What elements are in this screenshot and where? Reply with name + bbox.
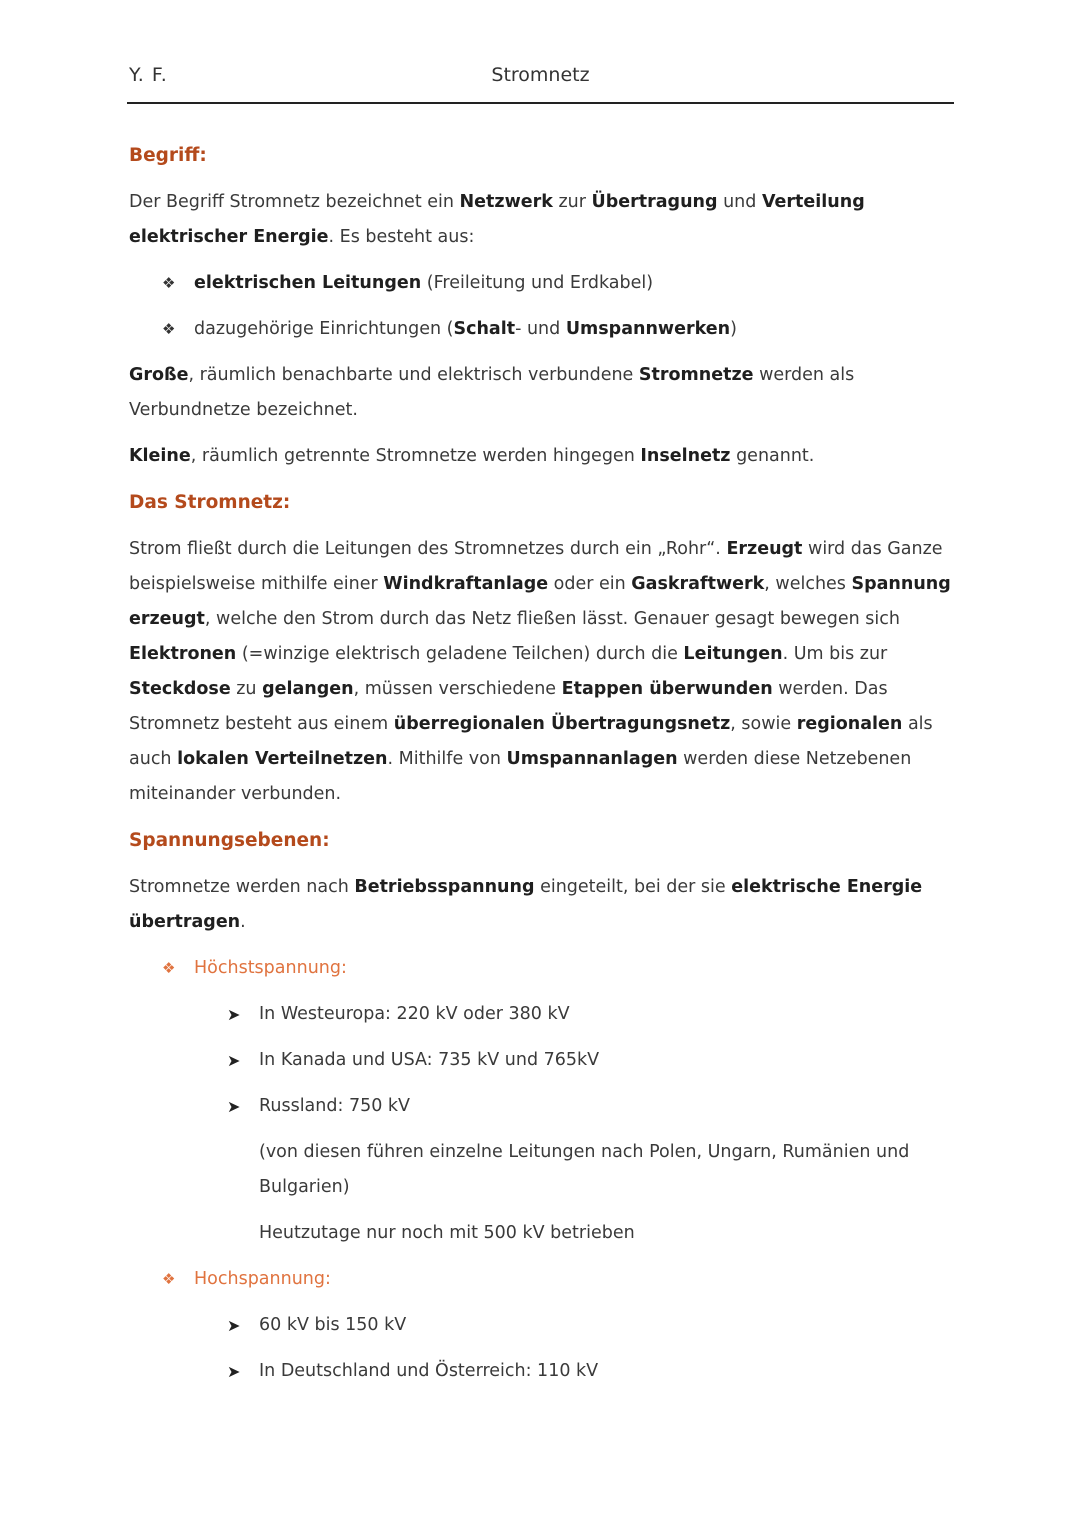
list-item: [129, 1308, 959, 1343]
paragraph-stromnetz: [129, 532, 959, 812]
hoechstspannung-values: [129, 997, 959, 1124]
text: . Mithilfe von: [387, 749, 507, 769]
components-list: [129, 266, 959, 347]
bold-text: Gaskraftwerk: [631, 574, 765, 594]
document-body: [129, 138, 959, 1400]
text: , welches: [764, 574, 852, 594]
arrow-bullet-icon: ➤: [227, 1362, 241, 1381]
bold-text: Steckdose: [129, 679, 231, 699]
text: . Es besteht aus:: [328, 227, 475, 247]
hochspannung-values: [129, 1308, 959, 1389]
bold-text: Umspannwerken: [565, 319, 731, 339]
bold-text: regionalen: [796, 714, 903, 734]
text: werden diese Netzebenen miteinander verbunden.: [129, 749, 912, 804]
bold-text: Große: [129, 365, 189, 385]
text: werden. Das Stromnetz besteht aus einem: [129, 679, 888, 734]
text: Der Begriff Stromnetz bezeichnet ein: [129, 192, 460, 212]
text: oder ein: [548, 574, 632, 594]
arrow-bullet-icon: ➤: [227, 1097, 241, 1116]
list-item: [129, 312, 959, 347]
arrow-bullet-icon: ➤: [227, 1051, 241, 1070]
page-header: [127, 60, 954, 104]
diamond-bullet-icon: ❖: [162, 274, 176, 292]
paragraph-begriff: [129, 185, 959, 255]
arrow-bullet-icon: ➤: [227, 1316, 241, 1335]
bold-text: elektrischen Leitungen: [194, 273, 422, 293]
text: 60 kV bis 150 kV: [259, 1315, 407, 1335]
subheading-hochspannung: Hochspannung:: [194, 1269, 331, 1289]
text: Russland: 750 kV: [259, 1096, 411, 1116]
bold-text: Etappen überwunden: [561, 679, 773, 699]
bold-text: elektrische Energie übertragen: [129, 877, 923, 932]
text: , räumlich benachbarte und elektrisch verbundene: [188, 365, 639, 385]
bold-text: Schalt: [453, 319, 516, 339]
text: , welche den Strom durch das Netz fließen lässt. Genauer gesagt bewegen sich: [204, 609, 900, 629]
text: ): [730, 319, 737, 339]
text: als auch: [129, 714, 933, 769]
diamond-bullet-icon: ❖: [162, 320, 176, 338]
bold-text: Windkraftanlage: [383, 574, 549, 594]
bold-text: gelangen: [262, 679, 354, 699]
diamond-bullet-icon: ❖: [162, 959, 176, 977]
paragraph-verbundnetze: [129, 358, 959, 428]
note-heutzutage: Heutzutage nur noch mit 500 kV betrieben: [259, 1223, 635, 1243]
list-item-hoechstspannung: [129, 951, 959, 986]
text: wird das Ganze beispielsweise mithilfe einer: [129, 539, 943, 594]
text: In Kanada und USA: 735 kV und 765kV: [259, 1050, 600, 1070]
header-author: Y. F.: [129, 64, 168, 86]
bold-text: Umspannanlagen: [506, 749, 678, 769]
list-item: [129, 266, 959, 301]
text: (=winzige elektrisch geladene Teilchen) durch die: [236, 644, 684, 664]
text: und: [717, 192, 762, 212]
bold-text: Übertragung: [591, 192, 718, 212]
bold-text: Stromnetze: [638, 365, 754, 385]
diamond-bullet-icon: ❖: [162, 1270, 176, 1288]
text: , müssen verschiedene: [353, 679, 562, 699]
list-item: [129, 1043, 959, 1078]
heading-begriff: Begriff:: [129, 145, 207, 166]
text: dazugehörige Einrichtungen (: [194, 319, 454, 339]
bold-text: Betriebsspannung: [354, 877, 535, 897]
text: . Um bis zur: [782, 644, 888, 664]
list-item: [129, 1354, 959, 1389]
bold-text: Spannung erzeugt: [129, 574, 951, 629]
bold-text: überregionalen Übertragungsnetz: [393, 714, 731, 734]
note-russland: (von diesen führen einzelne Leitungen nach Polen, Ungarn, Rumänien und Bulgarien): [259, 1142, 910, 1197]
text: , sowie: [730, 714, 797, 734]
text: zu: [230, 679, 263, 699]
hochspannung-list: [129, 1262, 959, 1297]
text: .: [240, 912, 246, 932]
list-item: [129, 997, 959, 1032]
text: genannt.: [730, 446, 815, 466]
text: In Westeuropa: 220 kV oder 380 kV: [259, 1004, 570, 1024]
list-item: [129, 1089, 959, 1124]
heading-das-stromnetz: Das Stromnetz:: [129, 492, 291, 513]
bold-text: lokalen Verteilnetzen: [177, 749, 388, 769]
text: - und: [515, 319, 566, 339]
bold-text: Erzeugt: [726, 539, 803, 559]
paragraph-inselnetz: [129, 439, 959, 474]
text: zur: [552, 192, 592, 212]
bold-text: Leitungen: [683, 644, 783, 664]
text: Stromnetze werden nach: [129, 877, 355, 897]
text: Strom fließt durch die Leitungen des Stromnetzes durch ein „Rohr“.: [129, 539, 727, 559]
text: werden als Verbundnetze bezeichnet.: [129, 365, 855, 420]
heading-spannungsebenen: Spannungsebenen:: [129, 830, 330, 851]
bold-text: Elektronen: [129, 644, 237, 664]
bold-text: Verteilung elektrischer Energie: [129, 192, 865, 247]
text: (Freileitung und Erdkabel): [421, 273, 654, 293]
list-item-hochspannung: [129, 1262, 959, 1297]
arrow-bullet-icon: ➤: [227, 1005, 241, 1024]
text: eingeteilt, bei der sie: [534, 877, 732, 897]
hoechstspannung-list: [129, 951, 959, 986]
bold-text: Netzwerk: [459, 192, 553, 212]
paragraph-spannungsebenen: [129, 870, 959, 940]
bold-text: Kleine: [129, 446, 191, 466]
text: In Deutschland und Österreich: 110 kV: [259, 1361, 599, 1381]
bold-text: Inselnetz: [640, 446, 731, 466]
header-title: Stromnetz: [491, 64, 590, 86]
text: , räumlich getrennte Stromnetze werden hingegen: [190, 446, 641, 466]
subheading-hoechstspannung: Höchstspannung:: [194, 958, 347, 978]
